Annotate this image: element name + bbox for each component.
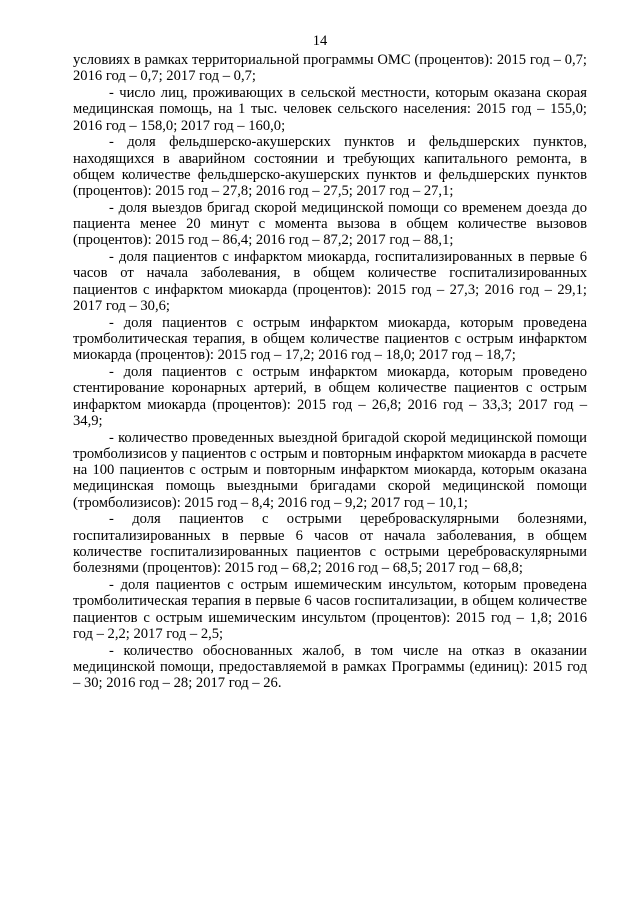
indicator-mi-stenting: - доля пациентов с острым инфарктом миокарда, которым проведено стентирование коронарных артерий, в общем количестве пациентов с острым инфарктом миокарда (процентов): 2015 год – 26,8; 2016 год – 33,3; 2017 год – 34,9; xyxy=(73,363,587,429)
paragraph-continuation: условиях в рамках территориальной программы ОМС (процентов): 2015 год – 0,7; 2016 год – 0,7; 2017 год – 0,7; xyxy=(73,52,587,85)
indicator-feldsher-points-repair: - доля фельдшерско-акушерских пунктов и фельдшерских пунктов, находящихся в аварийном состоянии и требующих капитального ремонта, в общем количестве фельдшерско-акушерских пунктов и фельдшерских пунктов (процентов): 2015 год – 27,8; 2016 год – 27,5; 2017 год – 27,1; xyxy=(73,134,587,200)
indicator-ambulance-arrival-time: - доля выездов бригад скорой медицинской помощи со временем доезда до пациента менее 20 минут с момента вызова в общем количестве вызовов (процентов): 2015 год – 86,4; 2016 год – 87,2; 2017 год – 88,1; xyxy=(73,199,587,249)
indicator-complaints: - количество обоснованных жалоб, в том числе на отказ в оказании медицинской помощи, предоставляемой в рамках Программы (единиц): 2015 год – 30; 2016 год – 28; 2017 год – 26. xyxy=(73,642,587,692)
indicator-stroke-thrombolysis: - доля пациентов с острым ишемическим инсультом, которым проведена тромболитическая терапия в первые 6 часов госпитализации, в общем количестве пациентов с острым ишемическим инсультом (процентов): 2015 год – 1,8; 2016 год – 2,2; 2017 год – 2,5; xyxy=(73,577,587,642)
indicator-mi-thrombolysis: - доля пациентов с острым инфарктом миокарда, которым проведена тромболитическая терапия, в общем количестве пациентов с острым инфарктом миокарда (процентов): 2015 год – 17,2; 2016 год – 18,0; 2017 год – 18,7; xyxy=(73,314,587,364)
indicator-cerebrovascular-hospitalized: - доля пациентов с острыми цереброваскулярными болезнями, госпитализированных в первые 6 часов от начала заболевания, в общем количестве госпитализированных пациентов с острыми цереброваскулярными болезнями (процентов): 2015 год – 68,2; 2016 год – 68,5; 2017 год – 68,8; xyxy=(73,511,587,577)
document-body xyxy=(73,52,587,691)
indicator-field-thrombolysis: - количество проведенных выездной бригадой скорой медицинской помощи тромболизисов у пациентов с острым и повторным инфарктом миокарда в расчете на 100 пациентов с острым и повторным инфарктом миокарда, которым оказана медицинская помощь выездными бригадами скорой медицинской помощи (тромболизисов): 2015 год – 8,4; 2016 год – 9,2; 2017 год – 10,1; xyxy=(73,429,587,511)
indicator-rural-ambulance-care: - число лиц, проживающих в сельской местности, которым оказана скорая медицинская помощь, на 1 тыс. человек сельского населения: 2015 год – 155,0; 2016 год – 158,0; 2017 год – 160,0; xyxy=(73,84,587,134)
indicator-mi-hospitalized-6h: - доля пациентов с инфарктом миокарда, госпитализированных в первые 6 часов от начала заболевания, в общем количестве госпитализированных пациентов с инфарктом миокарда (процентов): 2015 год – 27,3; 2016 год – 29,1; 2017 год – 30,6; xyxy=(73,249,587,315)
page-number: 14 xyxy=(312,33,328,49)
